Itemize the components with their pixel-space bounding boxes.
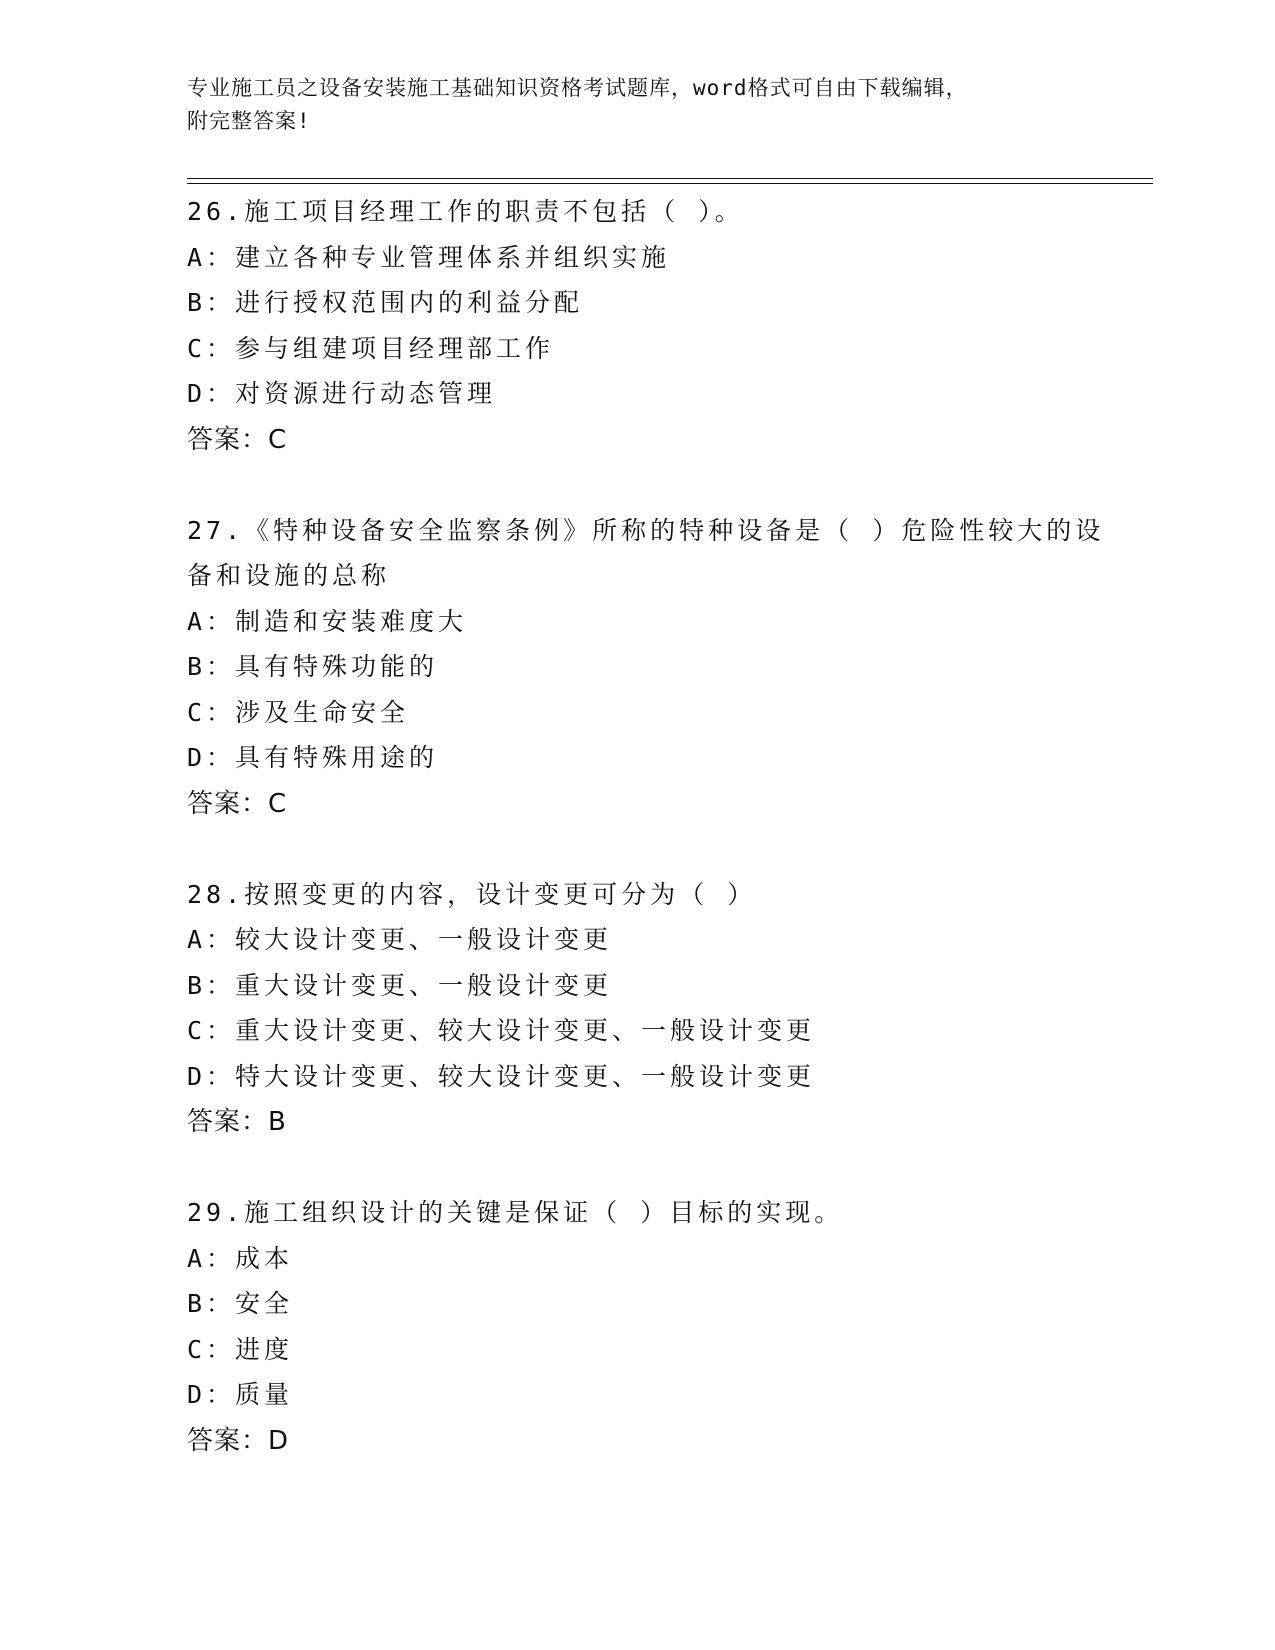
question-stem: 27.《特种设备安全监察条例》所称的特种设备是（ ）危险性较大的设备和设施的总称 bbox=[187, 515, 1105, 590]
question-stem: 29.施工组织设计的关键是保证（ ）目标的实现。 bbox=[187, 1198, 844, 1227]
option-c: C：重大设计变更、较大设计变更、一般设计变更 bbox=[187, 1016, 816, 1045]
option-c: C：涉及生命安全 bbox=[187, 697, 410, 727]
option-a: A：成本 bbox=[187, 1243, 294, 1273]
question-stem: 26.施工项目经理工作的职责不包括（ ）。 bbox=[187, 197, 744, 226]
answer-text: 答案：C bbox=[187, 788, 288, 819]
option-d: D：对资源进行动态管理 bbox=[187, 379, 497, 408]
option-a: A：制造和安装难度大 bbox=[187, 606, 468, 636]
option-d: D：特大设计变更、较大设计变更、一般设计变更 bbox=[187, 1061, 816, 1091]
question-stem: 28.按照变更的内容，设计变更可分为（ ） bbox=[187, 879, 757, 909]
option-c: C：参与组建项目经理部工作 bbox=[187, 333, 555, 363]
header-divider-top bbox=[187, 178, 1153, 179]
option-b: B：具有特殊功能的 bbox=[187, 652, 439, 681]
option-d: D：具有特殊用途的 bbox=[187, 743, 439, 772]
answer-text: 答案：D bbox=[187, 1425, 290, 1456]
header-divider-bottom bbox=[187, 183, 1153, 184]
document-header bbox=[187, 72, 1087, 138]
option-a: A：较大设计变更、一般设计变更 bbox=[187, 925, 613, 954]
header-line-2: 附完整答案! bbox=[187, 109, 311, 133]
question-29 bbox=[187, 1190, 1107, 1464]
answer-text: 答案：B bbox=[187, 1107, 287, 1137]
option-c: C：进度 bbox=[187, 1334, 294, 1364]
question-list bbox=[187, 189, 1107, 1509]
question-28 bbox=[187, 872, 1107, 1146]
option-b: B：安全 bbox=[187, 1289, 294, 1318]
option-b: B：进行授权范围内的利益分配 bbox=[187, 288, 584, 317]
answer-text: 答案：C bbox=[187, 424, 288, 455]
question-26 bbox=[187, 189, 1107, 463]
option-a: A：建立各种专业管理体系并组织实施 bbox=[187, 242, 671, 272]
option-d: D：质量 bbox=[187, 1380, 294, 1409]
header-line-1: 专业施工员之设备安装施工基础知识资格考试题库，word格式可自由下载编辑， bbox=[187, 76, 968, 100]
option-b: B：重大设计变更、一般设计变更 bbox=[187, 970, 613, 1000]
question-27 bbox=[187, 508, 1107, 827]
